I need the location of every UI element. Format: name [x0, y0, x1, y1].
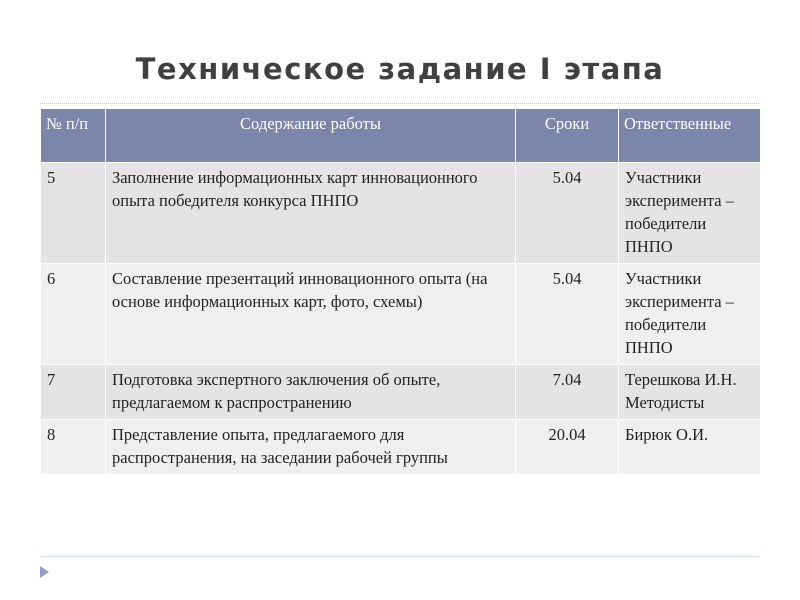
row-date: 5.04	[516, 264, 619, 365]
row-date: 7.04	[516, 365, 619, 420]
row-number: 6	[41, 264, 106, 365]
table-row	[41, 163, 761, 264]
table-row	[41, 365, 761, 420]
header-date: Сроки	[516, 109, 619, 163]
header-number: № п/п	[41, 109, 106, 163]
row-number: 8	[41, 420, 106, 475]
row-responsible: Терешкова И.Н. Методисты	[619, 365, 761, 420]
row-responsible: Бирюк О.И.	[619, 420, 761, 475]
row-number: 5	[41, 163, 106, 264]
table-row	[41, 264, 761, 365]
header-content: Содержание работы	[106, 109, 516, 163]
row-content: Составление презентаций инновационного опыта (на основе информационных карт, фото, схемы)	[106, 264, 516, 365]
triangle-bullet-icon	[40, 566, 49, 578]
row-date: 20.04	[516, 420, 619, 475]
row-content: Подготовка экспертного заключения об опыте, предлагаемом к распространению	[106, 365, 516, 420]
work-plan-table	[40, 108, 761, 475]
header-responsible: Ответственные	[619, 109, 761, 163]
row-content: Заполнение информационных карт инновационного опыта победителя конкурса ПНПО	[106, 163, 516, 264]
table-row	[41, 420, 761, 475]
slide-title: Техническое задание I этапа	[135, 52, 665, 86]
row-number: 7	[41, 365, 106, 420]
table-header-row	[41, 109, 761, 163]
row-date: 5.04	[516, 163, 619, 264]
bottom-divider	[40, 556, 759, 557]
row-responsible: Участники эксперимента – победители ПНПО	[619, 264, 761, 365]
row-content: Представление опыта, предлагаемого для распространения, на заседании рабочей группы	[106, 420, 516, 475]
row-responsible: Участники эксперимента – победители ПНПО	[619, 163, 761, 264]
top-divider	[40, 103, 759, 104]
